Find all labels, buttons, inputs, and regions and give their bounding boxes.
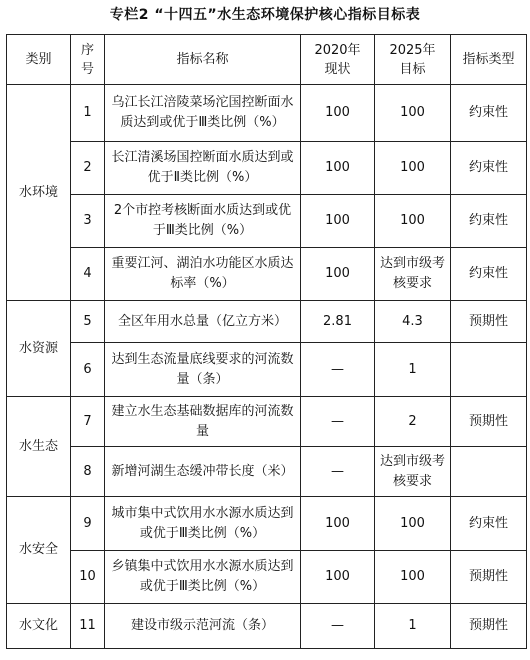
row-number: 1	[71, 85, 105, 142]
value-2020: —	[301, 447, 375, 497]
category-cell: 水环境	[7, 85, 71, 301]
indicator-name: 城市集中式饮用水水源水质达到或优于Ⅲ类比例（%）	[105, 497, 301, 551]
indicator-type: 约束性	[451, 85, 527, 142]
value-2025: 4.3	[375, 301, 451, 343]
indicator-type	[451, 447, 527, 497]
value-2025: 1	[375, 343, 451, 397]
row-number: 10	[71, 551, 105, 604]
value-2020: 100	[301, 248, 375, 301]
value-2025: 达到市级考核要求	[375, 248, 451, 301]
table-row	[7, 343, 527, 397]
row-number: 2	[71, 142, 105, 195]
table-row	[7, 195, 527, 248]
value-2020: 100	[301, 85, 375, 142]
indicator-name: 长江清溪场国控断面水质达到或优于Ⅱ类比例（%）	[105, 142, 301, 195]
indicator-name: 全区年用水总量（亿立方米）	[105, 301, 301, 343]
category-cell: 水生态	[7, 397, 71, 497]
indicator-type: 约束性	[451, 248, 527, 301]
indicator-type: 预期性	[451, 551, 527, 604]
value-2020: 2.81	[301, 301, 375, 343]
header-2020: 2020年 现状	[301, 35, 375, 85]
indicator-name: 乡镇集中式饮用水水源水质达到或优于Ⅲ类比例（%）	[105, 551, 301, 604]
value-2025: 100	[375, 195, 451, 248]
value-2020: 100	[301, 497, 375, 551]
table-row	[7, 142, 527, 195]
value-2025: 100	[375, 497, 451, 551]
header-name: 指标名称	[105, 35, 301, 85]
table-row	[7, 604, 527, 649]
table-row	[7, 85, 527, 142]
table-header-row	[7, 35, 527, 85]
indicator-type: 约束性	[451, 142, 527, 195]
header-index: 序 号	[71, 35, 105, 85]
indicator-type: 预期性	[451, 397, 527, 447]
value-2025: 100	[375, 142, 451, 195]
indicator-name: 新增河湖生态缓冲带长度（米）	[105, 447, 301, 497]
indicator-table	[6, 34, 527, 649]
category-cell: 水资源	[7, 301, 71, 397]
category-cell: 水文化	[7, 604, 71, 649]
row-number: 5	[71, 301, 105, 343]
indicator-name: 达到生态流量底线要求的河流数量（条）	[105, 343, 301, 397]
header-category: 类别	[7, 35, 71, 85]
row-number: 8	[71, 447, 105, 497]
value-2020: 100	[301, 551, 375, 604]
indicator-type: 约束性	[451, 497, 527, 551]
row-number: 9	[71, 497, 105, 551]
row-number: 4	[71, 248, 105, 301]
category-cell: 水安全	[7, 497, 71, 604]
value-2025: 100	[375, 85, 451, 142]
indicator-name: 建设市级示范河流（条）	[105, 604, 301, 649]
table-row	[7, 301, 527, 343]
indicator-name: 建立水生态基础数据库的河流数量	[105, 397, 301, 447]
value-2020: —	[301, 604, 375, 649]
value-2025: 2	[375, 397, 451, 447]
value-2020: —	[301, 397, 375, 447]
indicator-type	[451, 343, 527, 397]
row-number: 3	[71, 195, 105, 248]
indicator-type: 预期性	[451, 301, 527, 343]
row-number: 7	[71, 397, 105, 447]
indicator-name: 2个市控考核断面水质达到或优于Ⅲ类比例（%）	[105, 195, 301, 248]
value-2020: —	[301, 343, 375, 397]
value-2025: 100	[375, 551, 451, 604]
indicator-type: 预期性	[451, 604, 527, 649]
header-2025: 2025年 目标	[375, 35, 451, 85]
row-number: 11	[71, 604, 105, 649]
table-title: 专栏2 “十四五”水生态环境保护核心指标目标表	[109, 7, 421, 23]
table-row	[7, 551, 527, 604]
indicator-name: 乌江长江涪陵菜场沱国控断面水质达到或优于Ⅲ类比例（%）	[105, 85, 301, 142]
table-row	[7, 248, 527, 301]
table-row	[7, 447, 527, 497]
value-2020: 100	[301, 142, 375, 195]
indicator-type: 约束性	[451, 195, 527, 248]
value-2020: 100	[301, 195, 375, 248]
value-2025: 1	[375, 604, 451, 649]
value-2025: 达到市级考核要求	[375, 447, 451, 497]
table-row	[7, 397, 527, 447]
row-number: 6	[71, 343, 105, 397]
header-type: 指标类型	[451, 35, 527, 85]
indicator-name: 重要江河、湖泊水功能区水质达标率（%）	[105, 248, 301, 301]
table-row	[7, 497, 527, 551]
